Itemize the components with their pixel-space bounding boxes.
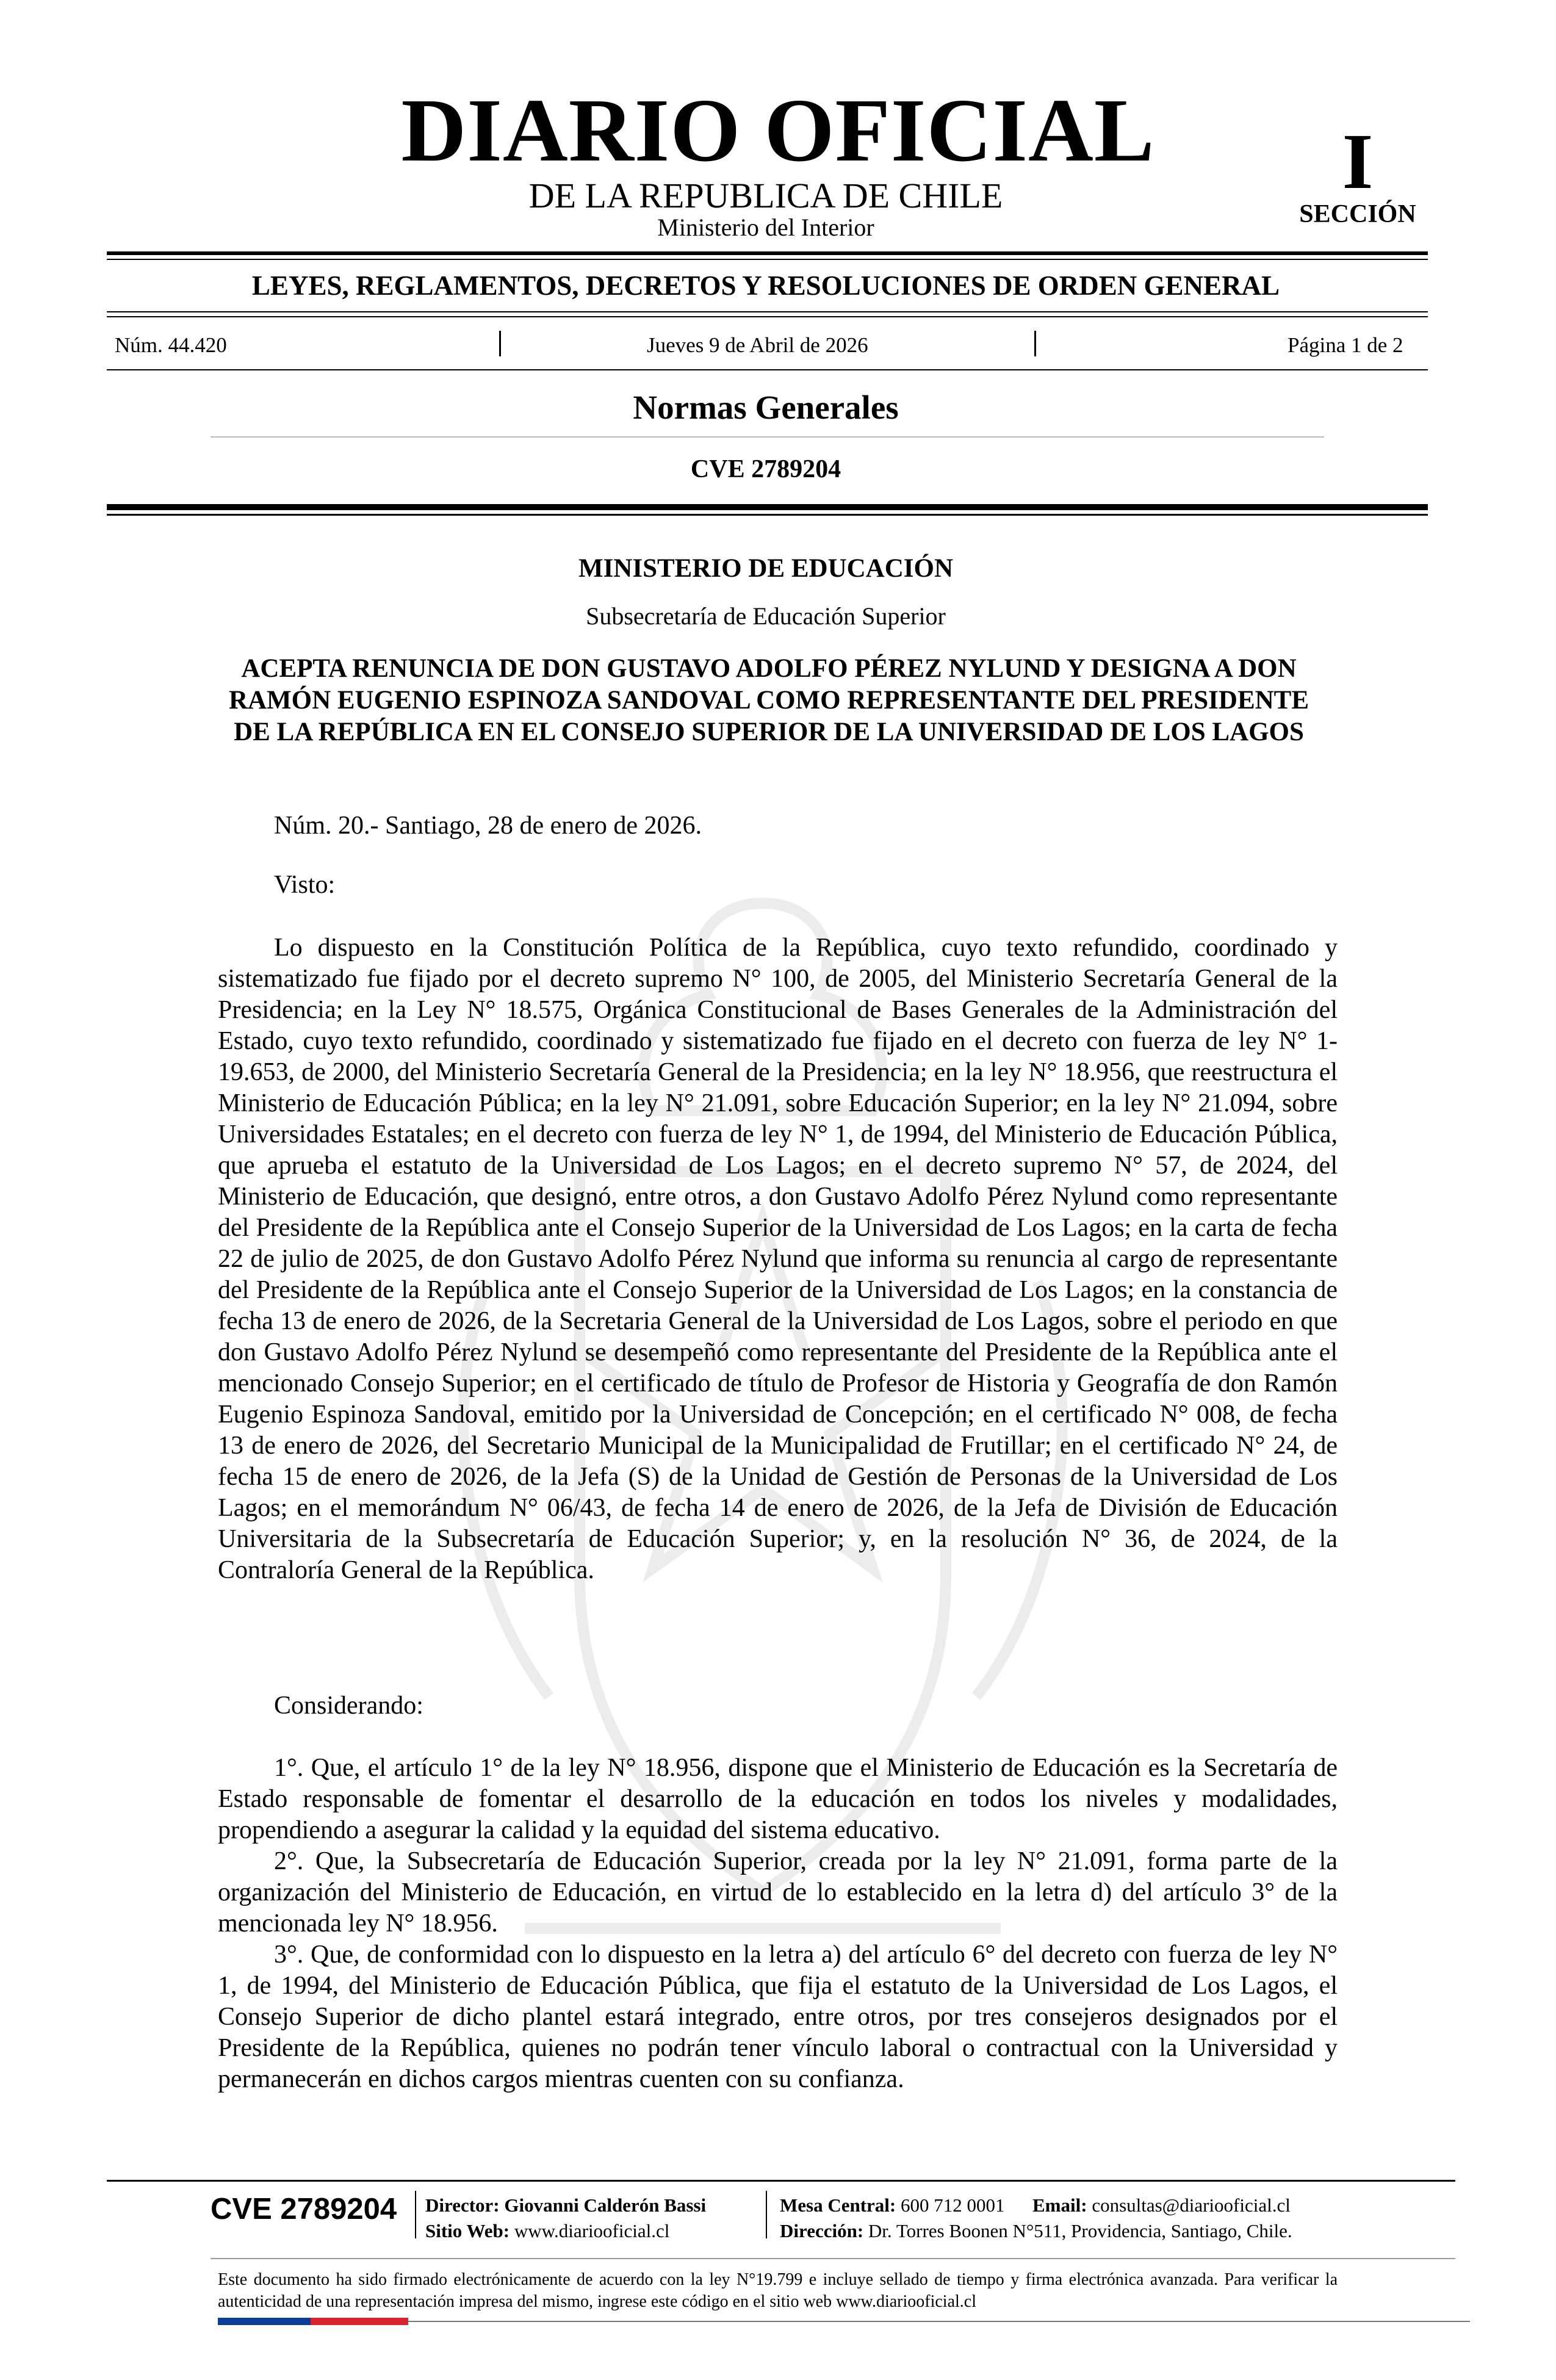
document-ministry: MINISTERIO DE EDUCACIÓN xyxy=(578,554,954,583)
footer-cve: CVE 2789204 xyxy=(211,2193,397,2226)
footer-email-label: Email: xyxy=(1032,2194,1087,2216)
footer-site-link[interactable]: www.diariooficial.cl xyxy=(514,2220,670,2241)
footer-director xyxy=(425,2196,706,2215)
footer-divider xyxy=(415,2191,416,2238)
issue-separator xyxy=(1034,331,1036,356)
footer-address-value: Dr. Torres Boonen N°511, Providencia, Santiago, Chile. xyxy=(868,2220,1292,2241)
decree-number-line: Núm. 20.- Santiago, 28 de enero de 2026. xyxy=(274,812,702,840)
section-heading: Normas Generales xyxy=(633,389,899,426)
footer-phone: 600 712 0001 xyxy=(901,2194,1005,2216)
footer-rule xyxy=(107,2180,1455,2182)
considerando-2: 2°. Que, la Subsecretaría de Educación Superior, creada por la ley N° 21.091, forma parte de la organización del Ministerio de Educación, en virtud de lo establecido en la letra d) del artículo 3° de la mencionada ley N° 18.956. xyxy=(218,1847,1338,1938)
banner-rule-1 xyxy=(107,311,1428,312)
masthead-rule-thick xyxy=(107,251,1428,255)
footer-contact xyxy=(780,2196,1291,2215)
newspaper-title: DIARIO OFICIAL xyxy=(401,81,1155,181)
visto-label: Visto: xyxy=(274,871,336,899)
section-number: I xyxy=(1342,118,1374,206)
footer-site xyxy=(425,2221,669,2240)
header-rule-thick xyxy=(107,504,1428,510)
flag-stripe-line xyxy=(408,2321,1470,2322)
banner-title: LEYES, REGLAMENTOS, DECRETOS Y RESOLUCIONES DE ORDEN GENERAL xyxy=(251,270,1280,301)
footer-site-label: Sitio Web: xyxy=(425,2220,510,2241)
header-rule-thin xyxy=(107,514,1428,516)
page-number: Página 1 de 2 xyxy=(1288,333,1403,357)
footer-divider xyxy=(766,2191,767,2238)
footer-director-label: Director: xyxy=(425,2194,500,2216)
considerando-1: 1°. Que, el artículo 1° de la ley N° 18.956, dispone que el Ministerio de Educación es la Secretaría de Estado responsable de fomentar el desarrollo de la educación en todos los niveles y modalidades, propendiendo a asegurar la calidad y la equidad del sistema educativo. xyxy=(218,1754,1338,1844)
newspaper-ministry: Ministerio del Interior xyxy=(657,214,874,241)
footer-email-link[interactable]: consultas@diariooficial.cl xyxy=(1092,2194,1291,2216)
banner-rule-2 xyxy=(107,316,1428,317)
considerando-3: 3°. Que, de conformidad con lo dispuesto en la letra a) del artículo 6° del decreto con fuerza de ley N° 1, de 1994, del Ministerio de Educación Pública, que fija el estatuto de la Universidad de Los Lagos, el Consejo Superior de dicho plantel estará integrado, entre otros, por tres consejeros designados por el Presidente de la República, quienes no podrán tener vínculo laboral o contractual con la Universidad y permanecerán en dichos cargos mientras cuenten con su confianza. xyxy=(218,1941,1338,2093)
issue-date: Jueves 9 de Abril de 2026 xyxy=(647,333,868,357)
footer-address xyxy=(780,2221,1292,2240)
footer-phone-label: Mesa Central: xyxy=(780,2194,896,2216)
considerando-label: Considerando: xyxy=(274,1692,423,1720)
footer-note-rule xyxy=(211,2258,1455,2259)
section-label: SECCIÓN xyxy=(1299,200,1416,228)
footer-director-name: Giovanni Calderón Bassi xyxy=(504,2194,707,2216)
visto-paragraph: Lo dispuesto en la Constitución Política de la República, cuyo texto refundido, coordinado y sistematizado fue fijado por el decreto supremo N° 100, de 2005, del Ministerio Secretaría General de la Presidencia; en la Ley N° 18.575, Orgánica Constitucional de Bases Generales de la Administración del Estado, cuyo texto refundido, coordinado y sistematizado fue fijado en el decreto con fuerza de ley N° 1-19.653, de 2000, del Ministerio Secretaría General de la Presidencia; en la ley N° 18.956, que reestructura el Ministerio de Educación Pública; en la ley N° 21.091, sobre Educación Superior; en la ley N° 21.094, sobre Universidades Estatales; en el decreto con fuerza de ley N° 1, de 1994, del Ministerio de Educación Pública, que aprueba el estatuto de la Universidad de Los Lagos; en el decreto supremo N° 57, de 2024, del Ministerio de Educación, que designó, entre otros, a don Gustavo Adolfo Pérez Nylund como representante del Presidente de la República ante el Consejo Superior de la Universidad de Los Lagos; en la carta de fecha 22 de julio de 2025, de don Gustavo Adolfo Pérez Nylund que informa su renuncia al cargo de representante del Presidente de la República ante el Consejo Superior de la Universidad de Los Lagos; en la constancia de fecha 13 de enero de 2026, de la Secretaria General de la Universidad de Los Lagos, sobre el periodo en que don Gustavo Adolfo Pérez Nylund se desempeñó como representante del Presidente de la República ante el mencionado Consejo Superior; en el certificado de título de Profesor de Historia y Geografía de don Ramón Eugenio Espinoza Sandoval, emitido por la Universidad de Concepción; en el certificado N° 008, de fecha 13 de enero de 2026, del Secretario Municipal de la Municipalidad de Frutillar; en el certificado N° 24, de fecha 15 de enero de 2026, de la Jefa (S) de la Unidad de Gestión de Personas de la Universidad de Los Lagos; en el memorándum N° 06/43, de fecha 14 de enero de 2026, de la Jefa de División de Educación Universitaria de la Subsecretaría de Educación Superior; y, en la resolución N° 36, de 2024, de la Contraloría General de la República. xyxy=(218,934,1338,1584)
masthead-rule-thin xyxy=(107,259,1428,260)
newspaper-subtitle: DE LA REPUBLICA DE CHILE xyxy=(528,176,1003,215)
footer-address-label: Dirección: xyxy=(780,2220,864,2241)
footer-signature-note: Este documento ha sido firmado electrónicamente de acuerdo con la ley N°19.799 e incluye sellado de tiempo y firma electrónica avanzada. Para verificar la autenticidad de una representación impresa del mismo, ingrese este código en el sitio web www.diariooficial.cl xyxy=(218,2270,1338,2311)
cve-label: CVE 2789204 xyxy=(690,455,841,483)
issue-number: Núm. 44.420 xyxy=(115,333,227,357)
flag-stripe-red xyxy=(311,2318,408,2325)
decree-title: ACEPTA RENUNCIA DE DON GUSTAVO ADOLFO PÉREZ NYLUND Y DESIGNA A DON RAMÓN EUGENIO ESPINOZA SANDOVAL COMO REPRESENTANTE DEL PRESIDENTE DE LA REPÚBLICA EN EL CONSEJO SUPERIOR DE LA UNIVERSIDAD DE LOS LAGOS xyxy=(228,654,1309,746)
issue-separator xyxy=(499,331,501,356)
section-heading-rule xyxy=(211,436,1324,438)
document-subsecretariat: Subsecretaría de Educación Superior xyxy=(586,602,946,630)
issue-rule xyxy=(107,369,1428,370)
flag-stripe-blue xyxy=(218,2318,311,2325)
